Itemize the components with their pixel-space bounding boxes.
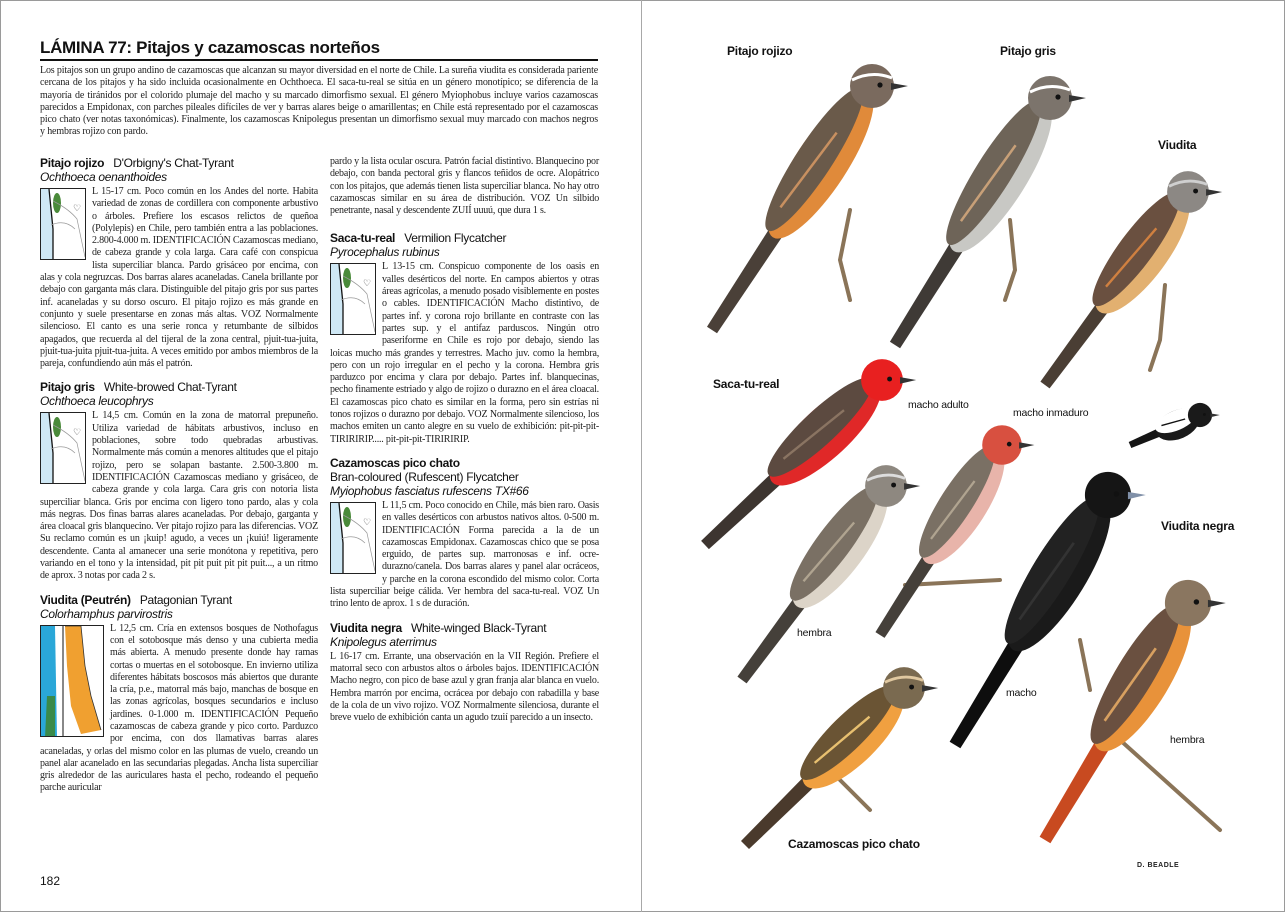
eye [1055, 94, 1060, 99]
bird-saca-tu-real-macho-inmaduro [875, 425, 1034, 638]
species-english: Patagonian Tyrant [139, 592, 232, 607]
range-map [330, 502, 376, 574]
beak [1210, 413, 1219, 417]
label-hembra-saca-tu-real: hembra [797, 627, 832, 639]
label-saca-tu-real: Saca-tu-real [713, 377, 780, 391]
eye [877, 82, 882, 87]
species-entry-viudita-negra [330, 621, 599, 725]
beak [1069, 95, 1086, 102]
range-map [40, 625, 104, 737]
species-name: Viudita (Peutrén) [40, 592, 131, 607]
eye [1203, 413, 1206, 416]
bird-viudita-negra-vuelo [1129, 402, 1220, 448]
species-scientific: Myiophobus fasciatus rufescens TX#66 [330, 483, 529, 498]
species-name: Viudita negra [330, 620, 402, 635]
svg-text:♡: ♡ [363, 278, 371, 289]
column-1 [40, 156, 318, 805]
page-number: 182 [40, 874, 61, 888]
head [865, 465, 907, 507]
species-entry-saca-tu-real [330, 231, 599, 445]
species-scientific: Pyrocephalus rubinus [330, 245, 440, 260]
svg-text:♡: ♡ [73, 203, 81, 213]
bird-cazamoscas-pico-chato [741, 667, 938, 849]
range-map [40, 188, 86, 260]
species-text: L 12,5 cm. Cría en extensos bosques de Nothofagus con el sotobosque más denso y una cubierta media más abierta. A menudo presente donde hay ramas cortas o muertas en el sotobosque. En invierno utiliza diferentes hábitats boscosos más abiertos que durante la cría, p.e., matorral más bajo, manchas de bosque en las zonas agrícolas, bosques secundarios e incluso jardines. 0-1.000 m. IDENTIFICACIÓN Pequeño cazamoscas de cabeza grande y pico corto. Parduzco por encima, con dos llamativas barras alares acaneladas, y orlas del mismo color en las plumas de vuelo, creando un panel alar acanelado en las secundarias plegadas. Ancha lista superciliar gris alrededor de las auriculares hasta el pecho, rodeando el pequeño parche auricular [40, 622, 318, 794]
eye [891, 483, 896, 488]
species-scientific: Colorhamphus parvirostris [40, 606, 173, 621]
beak [900, 377, 916, 384]
eye [1114, 491, 1119, 496]
head [1028, 76, 1072, 120]
species-entry-pitajo-gris [40, 380, 318, 582]
eye [887, 377, 892, 382]
species-english: White-browed Chat-Tyrant [103, 380, 237, 395]
species-entry-pico-chato [330, 456, 599, 611]
label-cazamoscas-pico-chato: Cazamoscas pico chato [788, 837, 920, 851]
species-english: D'Orbigny's Chat-Tyrant [113, 156, 234, 170]
species-text: L 15-17 cm. Poco común en los Andes del norte. Habita variedad de zonas de cordillera con componente arbustivo o árboles. Prefiere los escasos relictos de queñoa (Polylepis) en Chile, pero también entra a las poblaciones. 2.800-4.000 m. IDENTIFICACIÓN Cazamoscas mediano, de cabeza grande y cola larga. Cara café con conspicua lista superciliar blanca. Pardo grisáceo por encima, con alas y cola negruzcas. Dos barras alares acaneladas. Canela brillante por debajo con garganta más clara. Distinguible del pitajo gris por sus partes inf. acaneladas y su dorso oscuro. El pitajo rojizo es más grande en conjunto y suele presentarse en zonas más altas. VOZ Normalmente silencioso. El canto es una serie ronca y retumbante de silbidos apagados, que recuerda al del tijeral de la zona central, pjuit-tua-juita, pjuit-tua-juita pjuit-tua-juita. A veces emitido por ambos miembros de la pareja, confundiendo aún más el patrón. [40, 186, 318, 370]
beak [891, 83, 908, 90]
label-hembra-viudita-negra: hembra [1170, 734, 1205, 746]
svg-text:♡: ♡ [363, 516, 371, 527]
bird-pitajo-rojizo [707, 64, 908, 333]
branch [840, 780, 870, 810]
column-2 [330, 156, 599, 734]
eye [1193, 189, 1198, 194]
svg-text:♡: ♡ [73, 427, 81, 438]
species-scientific: Ochthoeca leucophrys [40, 394, 154, 409]
bird-viudita-negra-hembra [1040, 580, 1226, 843]
label-macho-viudita-negra: macho [1006, 687, 1037, 699]
artist-signature: D. BEADLE [1137, 862, 1180, 869]
wing [933, 92, 1053, 254]
species-text: L 11,5 cm. Poco conocido en Chile, más bien raro. Oasis en valles desérticos con arbustos nativos altos. 0-500 m. IDENTIFICACIÓN Forma parecida a la de un cazamoscas Empidonax. Cazamoscas chico que se posa erguido, de partes sup. marronosas e inf. ocre-durazno/canela. Dos barras alares y panel alar ocráceos, y parche en la corona escondido del mismo color. Corta lista superciliar beige cálida. Ver hembra del saca-tu-real. VOZ Un trino lento de aprox. 1 s de duración. [330, 499, 599, 610]
head [1085, 472, 1131, 518]
species-name: Pitajo rojizo [40, 156, 105, 170]
label-macho-inmaduro: macho inmaduro [1013, 407, 1089, 419]
wing [753, 79, 876, 240]
label-viudita-negra: Viudita negra [1161, 519, 1235, 533]
head [1165, 580, 1211, 626]
beak [904, 483, 920, 490]
species-name: Pitajo gris [40, 380, 95, 395]
species-scientific: Knipolegus aterrimus [330, 634, 437, 649]
label-pitajo-rojizo: Pitajo rojizo [727, 44, 793, 58]
plate-title: LÁMINA 77: Pitajos y cazamoscas norteños [40, 38, 598, 61]
species-english: Bran-coloured (Rufescent) Flycatcher [330, 469, 519, 484]
head [850, 64, 894, 108]
branch [1120, 740, 1220, 830]
eye [1007, 442, 1012, 447]
head [982, 425, 1022, 465]
species-name: Saca-tu-real [330, 231, 396, 246]
species-text: L 13-15 cm. Conspicuo componente de los oasis en valles desérticos del norte. En campos abiertos y otras áreas agrícolas, a menudo posado visiblemente en postes o cables. IDENTIFICACIÓN Macho distintivo, de partes inf. y corona rojo brillante en contraste con las partes sup. y el antifaz parduscos. Ningún otro paseriforme en Chile es rojo por debajo, siendo las loicas mucho más grandes y terrestres. Macho juv. como la hembra, pero con un rojo irregular en el pecho y la corona. Hembra gris parduzco por encima y clara por debajo. Partes inf. blanquecinas, pecho finamente estriado y algo de rojizo o durazno en el área cloacal. El cazamoscas pico chato es similar en la forma, pero sin estrías ni tonos rojizos o durazno por debajo. VOZ Normalmente silencioso, los machos emiten un canto alegre en su vuelo de exhibición: pit-pit-pit-TIRIRIRIP..... pit-pit-pit-TIRIRIRIP. [330, 261, 599, 445]
species-english: Vermilion Flycatcher [404, 231, 507, 246]
intro-paragraph: Los pitajos son un grupo andino de cazamoscas que alcanzan su mayor diversidad en el norte de Chile. La sureña viudita es considerada pariente cercana de los pitajos y ha sido incluida ocasionalmente en Ochthoeca. El saca-tu-real se sitúa en un género monotípico; se diferencia de la mayoría de tiránidos por el colorido plumaje del macho y su marcado dimorfismo sexual. El género Myiophobus incluye varios cazamoscas parecidos a Empidonax, con parches pileales difíciles de ver y barras alares beige o amarillentas; en Chile está representado por el cazamoscas pico chato (ver notas taxonómicas). Finalmente, los cazamoscas Knipolegus presentan un dimorfismo sexual muy marcado con machos negros y hembras rojizo con pardo. [40, 65, 598, 138]
label-macho-adulto: macho adulto [908, 399, 969, 411]
species-text: L 16-17 cm. Errante, una observación en la VII Región. Prefiere el matorral seco con arbustos altos o árboles bajos. IDENTIFICACIÓN Macho negro, con pico de base azul y gran franja alar blanca en vuelo. Hembra marrón por encima, ocrácea por debajo con rabadilla y base de la cola de un vivo rojizo. VOZ Normalmente silenciosa, durante el breve vuelo de exhibición canta un agudo tzuií parecido a un insecto. [330, 650, 599, 724]
head [861, 359, 903, 401]
species-entry-pitajo-rojizo [40, 156, 318, 370]
beak [1208, 600, 1226, 607]
label-viudita: Viudita [1158, 138, 1197, 152]
species-name: Cazamoscas pico chato [330, 455, 460, 470]
label-pitajo-gris: Pitajo gris [1000, 44, 1056, 58]
eye [1194, 599, 1199, 604]
beak [1206, 189, 1222, 196]
species-entry-viudita [40, 593, 318, 795]
species-scientific: Ochthoeca oenanthoides [40, 170, 167, 184]
head [1167, 171, 1209, 213]
bird-pitajo-gris [890, 76, 1086, 348]
range-map [40, 412, 86, 484]
head [883, 667, 925, 709]
species-english: White-winged Black-Tyrant [411, 620, 547, 635]
branch [1080, 640, 1090, 690]
branch [1005, 220, 1015, 300]
range-map [330, 263, 376, 335]
beak [922, 685, 938, 692]
beak [1128, 492, 1146, 499]
branch [840, 210, 850, 300]
branch [1150, 285, 1165, 370]
bird-plate-illustration [642, 0, 1285, 912]
head [1188, 403, 1212, 427]
eye [909, 685, 914, 690]
species-continuation-viudita: pardo y la lista ocular oscura. Patrón facial distintivo. Blanquecino por debajo, con banda pectoral gris y flancos teñidos de ocre. Alopátrico con los pitajos, que además tienen lista superciliar blanca. No hay otro cazamoscas similar en su área de distribución. VOZ Un silbido penetrante, nasal y descendente ZUIÍ uuuú, que dura 1 s. [330, 156, 599, 217]
species-text: L 14,5 cm. Común en la zona de matorral prepuneño. Utiliza variedad de hábitats arbustivos, incluso en poblaciones, sobre todo quebradas arbustivas. Normalmente más común a menores altitudes que el pitajo rojizo, pero se solapan bastante. 2.500-3.800 m. IDENTIFICACIÓN Cazamoscas mediano y grisáceo, de cabeza grande y cola larga. Cara gris con notoria lista superciliar blanca. Gris por encima con ligero tono pardo, alas y cola más negras. Dos finas barras alares acaneladas. Por debajo, garganta y área cloacal gris blanquecino. Ver pitajo rojizo para las diferencias. VOZ Su reclamo común es un ¡kuip! agudo, a veces un ¡kuiú! ligeramente descendente. Canta al amanecer una serie monótona y repetitiva, pero variando en el tono y la intensidad, pit pit puit pit pit puit..., a un ritmo de aprox. 3 notas por cada 2 s. [40, 410, 318, 582]
bird-viudita [1040, 171, 1222, 388]
beak [1019, 442, 1034, 448]
